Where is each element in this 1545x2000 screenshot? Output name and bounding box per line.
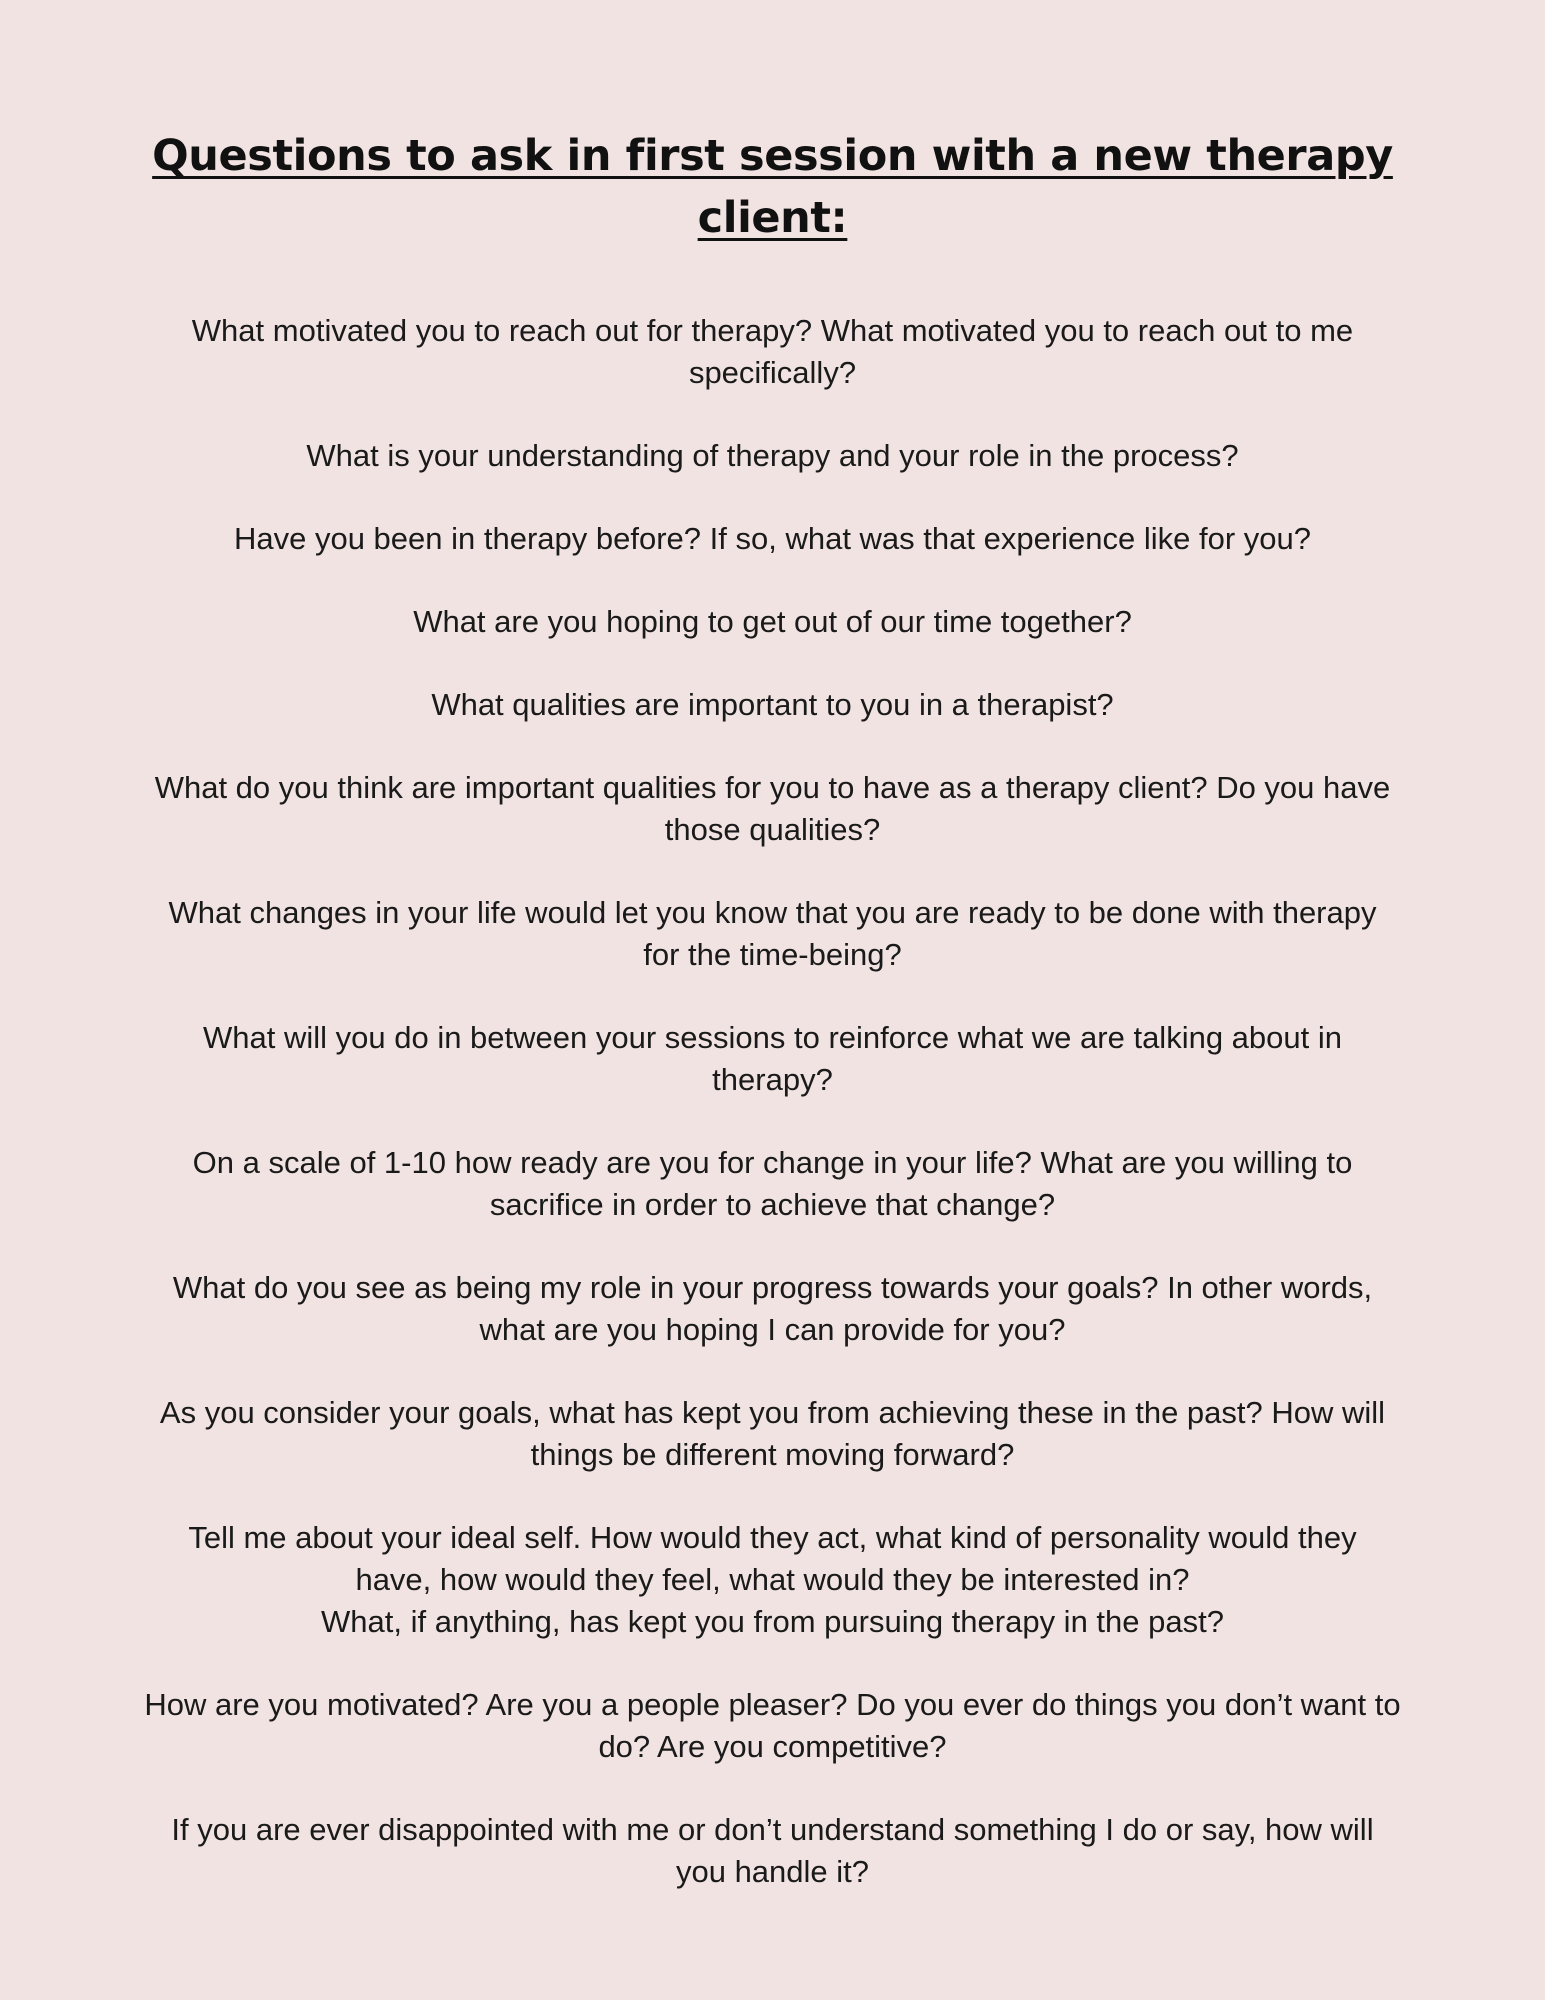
question-item: What is your understanding of therapy and your role in the process? <box>306 438 1239 473</box>
question-item: What do you think are important qualities for you to have as a therapy client? Do you have those qualities? <box>154 770 1391 847</box>
question-item: What motivated you to reach out for therapy? What motivated you to reach out to me specifically? <box>191 313 1354 390</box>
question-item: What are you hoping to get out of our time together? <box>413 604 1132 639</box>
question-item: What do you see as being my role in your progress towards your goals? In other words, what are you hoping I can provide for you? <box>172 1270 1373 1347</box>
question-item: Have you been in therapy before? If so, what was that experience like for you? <box>233 521 1312 556</box>
question-item: What qualities are important to you in a therapist? <box>431 687 1114 722</box>
question-item: What changes in your life would let you know that you are ready to be done with therapy for the time-being? <box>168 895 1377 972</box>
question-item: What, if anything, has kept you from pursuing therapy in the past? <box>321 1604 1224 1639</box>
question-item: On a scale of 1-10 how ready are you for change in your life? What are you willing to sacrifice in order to achieve that change? <box>192 1145 1353 1222</box>
question-item: How are you motivated? Are you a people pleaser? Do you ever do things you don’t want to do? Are you competitive? <box>144 1687 1401 1764</box>
question-item: If you are ever disappointed with me or don’t understand something I do or say, how will you handle it? <box>171 1812 1374 1889</box>
questions-list <box>140 310 1405 1934</box>
question-item: As you consider your goals, what has kept you from achieving these in the past? How will things be different moving forward? <box>159 1395 1386 1472</box>
question-item: Tell me about your ideal self. How would they act, what kind of personality would they have, how would they feel, what would they be interested in? <box>188 1520 1357 1597</box>
question-item: What will you do in between your sessions to reinforce what we are talking about in therapy? <box>203 1020 1342 1097</box>
page-title: Questions to ask in first session with a new therapy client: <box>152 131 1393 243</box>
